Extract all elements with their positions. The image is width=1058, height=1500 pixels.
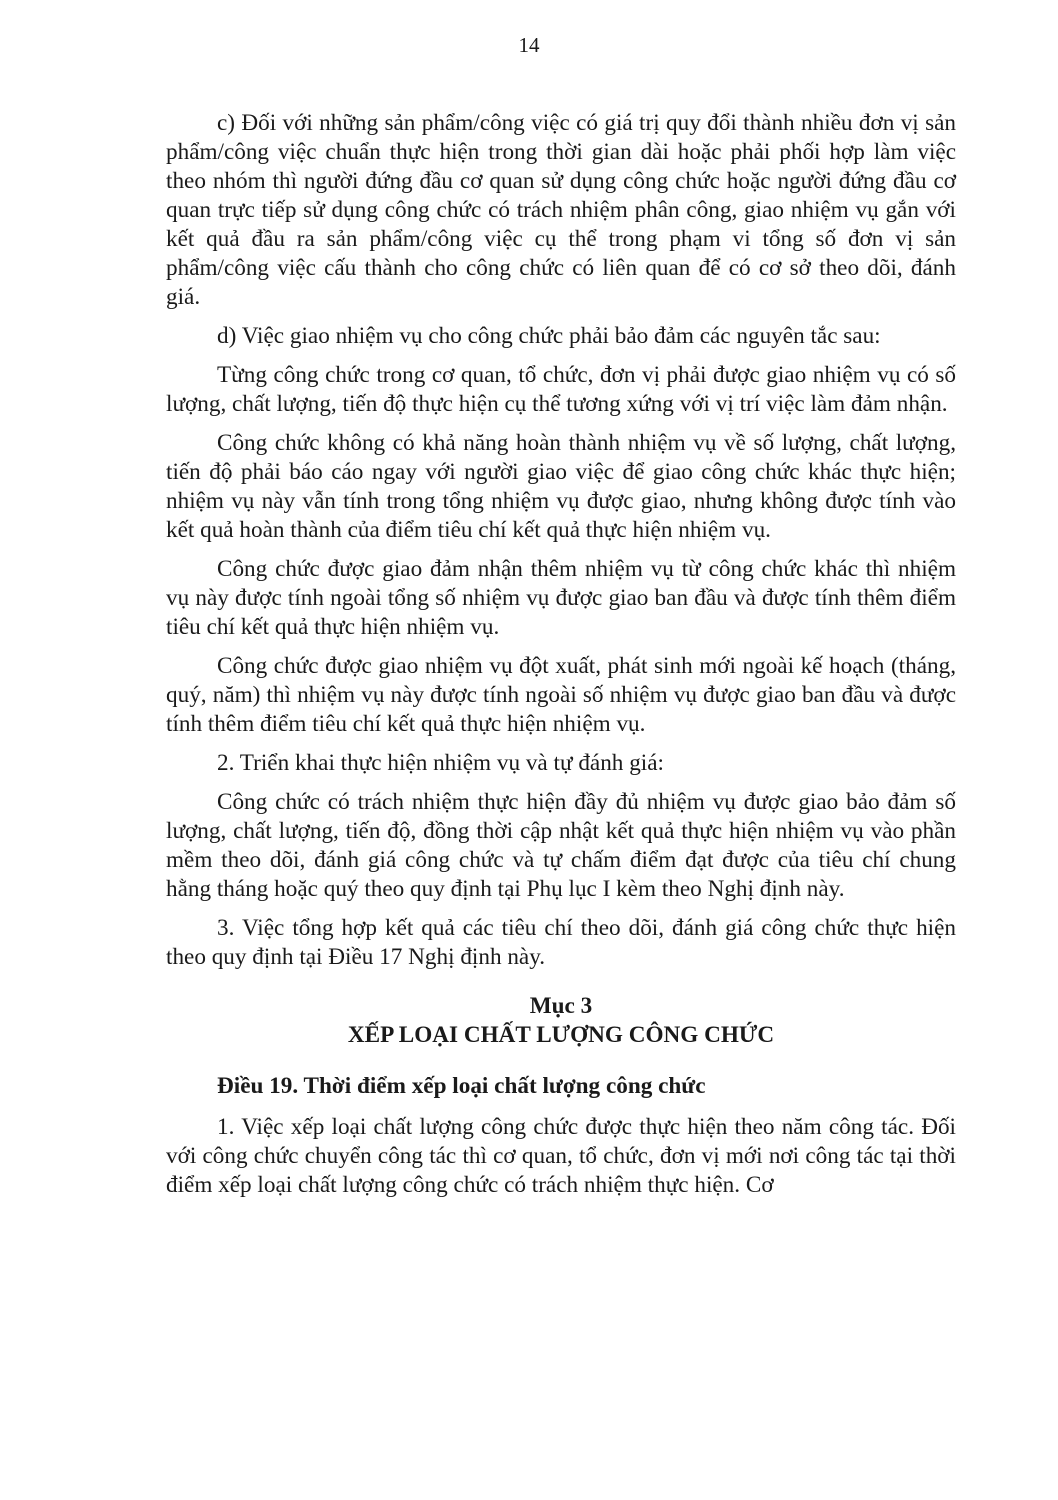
section-subtitle: XẾP LOẠI CHẤT LƯỢNG CÔNG CHỨC [347, 1022, 775, 1048]
section-title: Mục 3 [529, 993, 593, 1019]
article-paragraph: 1. Việc xếp loại chất lượng công chức được thực hiện theo năm công tác. Đối với công chức chuyển công tác thì cơ quan, tổ chức, đơn vị mới nơi công tác tại thời điểm xếp loại chất lượng công chức có trách nhiệm thực hiện. Cơ [166, 1114, 956, 1198]
paragraph-principle-2: Công chức không có khả năng hoàn thành nhiệm vụ về số lượng, chất lượng, tiến độ phải báo cáo ngay với người giao việc để giao công chức khác thực hiện; nhiệm vụ này vẫn tính trong tổng nhiệm vụ được giao, nhưng không được tính vào kết quả hoàn thành của điểm tiêu chí kết quả thực hiện nhiệm vụ. [166, 430, 956, 543]
paragraph-c: c) Đối với những sản phẩm/công việc có giá trị quy đổi thành nhiều đơn vị sản phẩm/công việc chuẩn thực hiện trong thời gian dài hoặc phải phối hợp làm việc theo nhóm thì người đứng đầu cơ quan sử dụng công chức hoặc người đứng đầu cơ quan trực tiếp sử dụng công chức có trách nhiệm phân công, giao nhiệm vụ gắn với kết quả đầu ra sản phẩm/công việc cụ thể trong phạm vi tổng số đơn vị sản phẩm/công việc cấu thành cho công chức có liên quan để có cơ sở theo dõi, đánh giá. [166, 110, 956, 310]
document-body [166, 109, 956, 1210]
paragraph-item-2-body: Công chức có trách nhiệm thực hiện đầy đủ nhiệm vụ được giao bảo đảm số lượng, chất lượng, tiến độ, đồng thời cập nhật kết quả thực hiện nhiệm vụ vào phần mềm theo dõi, đánh giá công chức và tự chấm điểm đạt được của tiêu chí chung hằng tháng hoặc quý theo quy định tại Phụ lục I kèm theo Nghị định này. [166, 789, 956, 902]
paragraph-principle-1: Từng công chức trong cơ quan, tổ chức, đơn vị phải được giao nhiệm vụ có số lượng, chất lượng, tiến độ thực hiện cụ thể tương xứng với vị trí việc làm đảm nhận. [166, 362, 956, 417]
article-title: Điều 19. Thời điểm xếp loại chất lượng công chức [217, 1073, 706, 1099]
paragraph-principle-4: Công chức được giao nhiệm vụ đột xuất, phát sinh mới ngoài kế hoạch (tháng, quý, năm) thì nhiệm vụ này được tính ngoài số nhiệm vụ được giao ban đầu và được tính thêm điểm tiêu chí kết quả thực hiện nhiệm vụ. [166, 653, 956, 737]
paragraph-item-2-heading: 2. Triển khai thực hiện nhiệm vụ và tự đánh giá: [217, 750, 664, 776]
page-number: 14 [518, 33, 540, 57]
paragraph-item-3: 3. Việc tổng hợp kết quả các tiêu chí theo dõi, đánh giá công chức thực hiện theo quy định tại Điều 17 Nghị định này. [166, 915, 956, 970]
paragraph-principle-3: Công chức được giao đảm nhận thêm nhiệm vụ từ công chức khác thì nhiệm vụ này được tính ngoài tổng số nhiệm vụ được giao ban đầu và được tính thêm điểm tiêu chí kết quả thực hiện nhiệm vụ. [166, 556, 956, 640]
paragraph-d: d) Việc giao nhiệm vụ cho công chức phải bảo đảm các nguyên tắc sau: [217, 323, 881, 349]
